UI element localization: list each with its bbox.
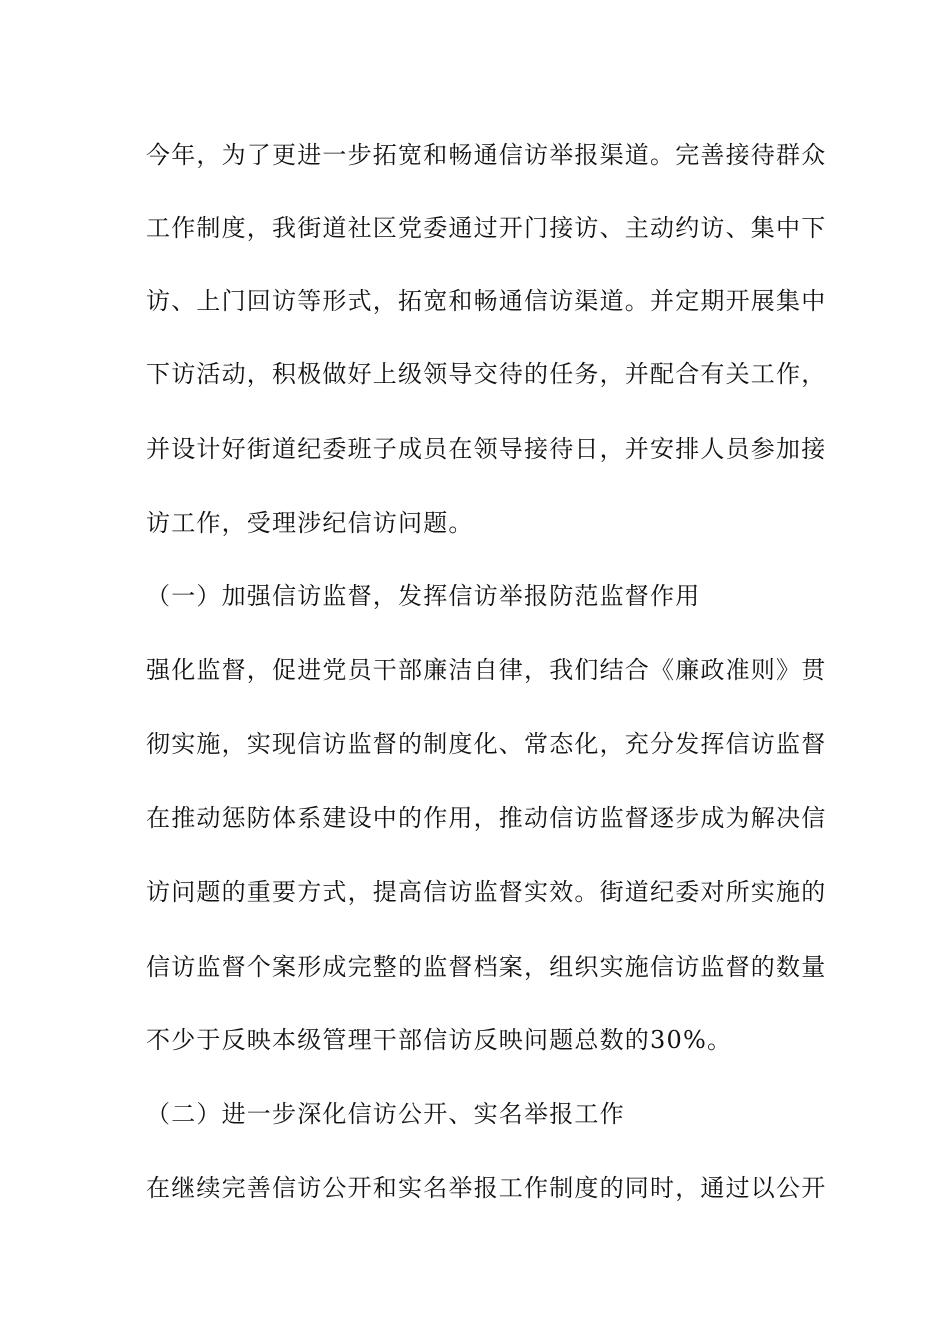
text-line: 在推动惩防体系建设中的作用，推动信访监督逐步成为解决信 [146, 804, 827, 832]
text-line: 访、上门回访等形式，拓宽和畅通信访渠道。并定期开展集中 [146, 287, 827, 315]
text-line: 访问题的重要方式，提高信访监督实效。街道纪委对所实施的 [146, 878, 827, 906]
section-heading: （一）加强信访监督，发挥信访举报防范监督作用 [146, 582, 701, 610]
text-line: 工作制度，我街道社区党委通过开门接访、主动约访、集中下 [146, 214, 827, 242]
text-line: 彻实施，实现信访监督的制度化、常态化，充分发挥信访监督 [146, 730, 827, 758]
text-line: 访工作，受理涉纪信访问题。 [146, 509, 474, 537]
text-line: 并设计好街道纪委班子成员在领导接待日，并安排人员参加接 [146, 435, 827, 463]
text-line: 在继续完善信访公开和实名举报工作制度的同时，通过以公开 [146, 1174, 827, 1202]
section-heading: （二）进一步深化信访公开、实名举报工作 [146, 1100, 625, 1128]
text-line: 信访监督个案形成完整的监督档案，组织实施信访监督的数量 [146, 953, 827, 981]
text-line: 强化监督，促进党员干部廉洁自律，我们结合《廉政准则》贯 [146, 656, 827, 684]
text-line: 今年，为了更进一步拓宽和畅通信访举报渠道。完善接待群众 [146, 141, 827, 169]
text-line: 下访活动，积极做好上级领导交待的任务，并配合有关工作， [146, 360, 827, 388]
text-line: 不少于反映本级管理干部信访反映问题总数的30%。 [146, 1026, 733, 1054]
